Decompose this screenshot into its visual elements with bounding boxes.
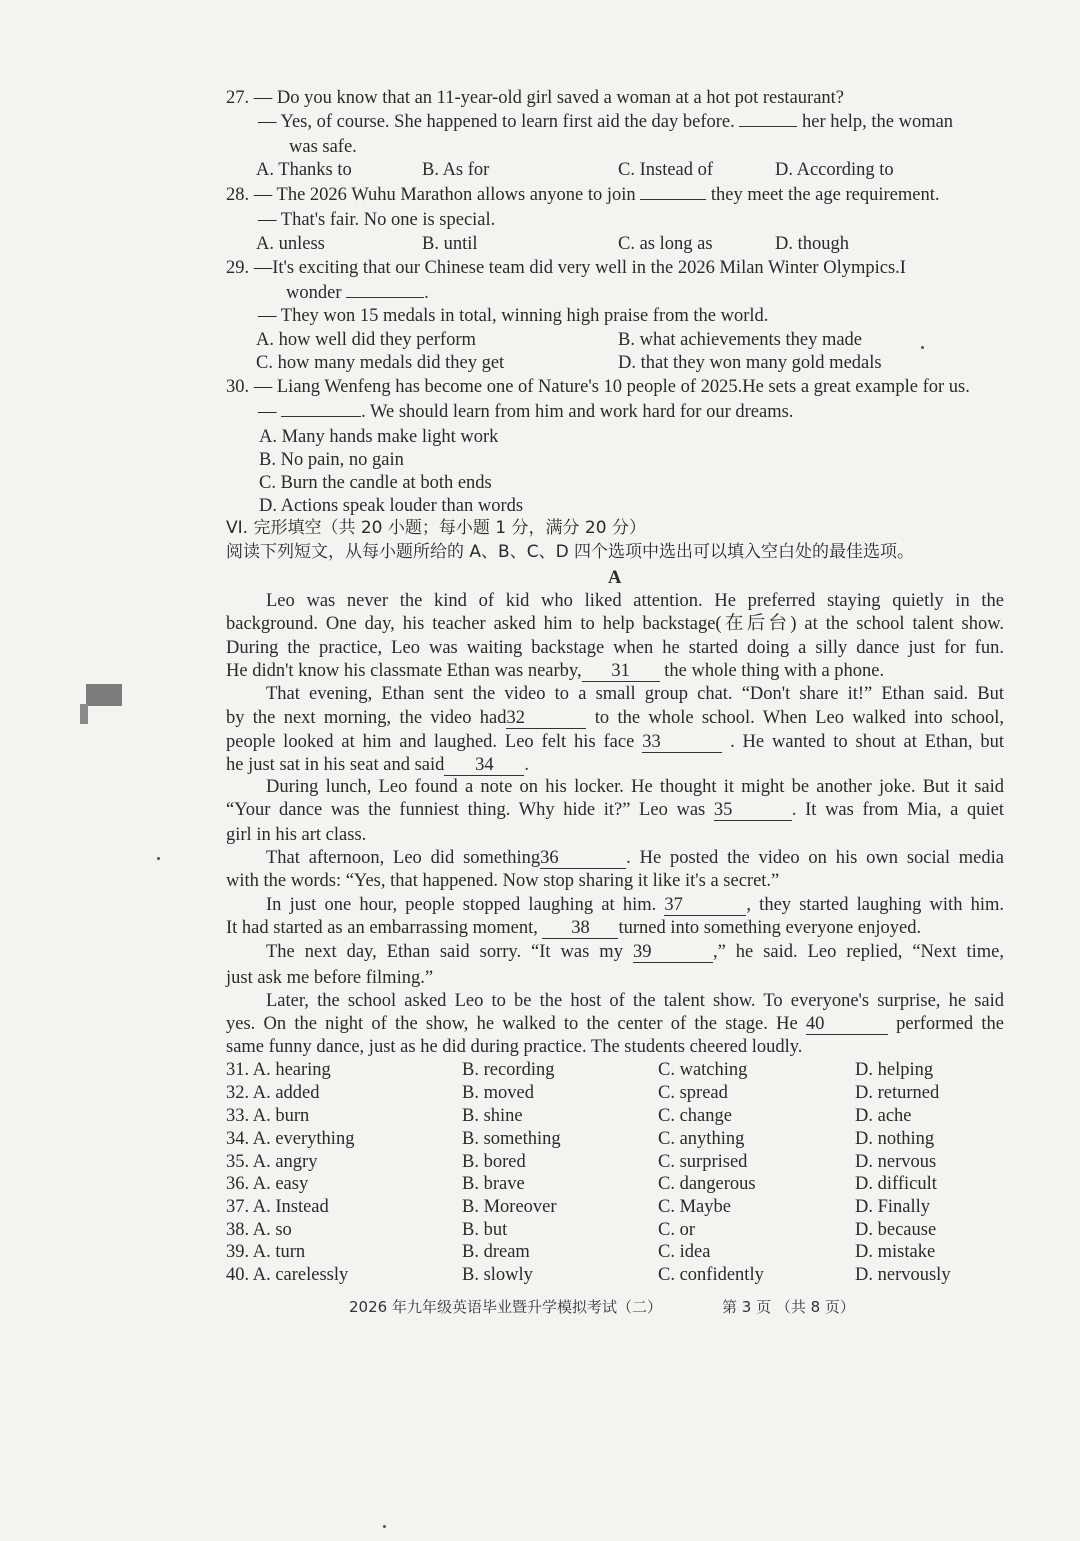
option-33-c: C. change — [658, 1106, 732, 1126]
option-35-a: 35. A. angry — [226, 1152, 318, 1172]
q29-option-c: C. how many medals did they get — [256, 353, 505, 373]
q29-blank — [346, 297, 424, 298]
q27-option-d: D. According to — [775, 160, 894, 180]
passage-p4-line1: That afternoon, Leo did something36 . He posted the video on his own social media — [266, 848, 1004, 868]
section-title: VI. 完形填空（共 20 小题；每小题 1 分，满分 20 分） — [226, 518, 646, 538]
option-33-a: 33. A. burn — [226, 1106, 310, 1126]
option-38-b: B. but — [462, 1220, 508, 1240]
q28-line1: 28. — The 2026 Wuhu Marathon allows anyone to join they meet the age requirement. — [226, 185, 940, 205]
scan-dot — [157, 857, 160, 860]
option-31-d: D. helping — [855, 1060, 934, 1080]
option-34-c: C. anything — [658, 1129, 745, 1149]
q29-line3: — They won 15 medals in total, winning high praise from the world. — [258, 306, 769, 326]
option-37-d: D. Finally — [855, 1197, 931, 1217]
option-40-d: D. nervously — [855, 1265, 951, 1285]
blank-38: 38 — [542, 918, 618, 939]
passage-p2-line1: That evening, Ethan sent the video to a small group chat. “Don't share it!” Ethan said. But — [266, 684, 1004, 704]
option-38-c: C. or — [658, 1220, 695, 1240]
footer-title: 2026 年九年级英语毕业暨升学模拟考试（二） — [349, 1298, 662, 1316]
option-40-a: 40. A. carelessly — [226, 1265, 349, 1285]
option-39-a: 39. A. turn — [226, 1242, 306, 1262]
q28-option-d: D. though — [775, 234, 849, 254]
scan-dot — [383, 1525, 386, 1528]
q28-option-c: C. as long as — [618, 234, 713, 254]
option-40-c: C. confidently — [658, 1265, 764, 1285]
q29-option-b: B. what achievements they made — [618, 330, 863, 350]
q30-line1: 30. — Liang Wenfeng has become one of Nature's 10 people of 2025.He sets a great example for us. — [226, 377, 970, 397]
q29-line1: 29. —It's exciting that our Chinese team did very well in the 2026 Milan Winter Olympics.I — [226, 258, 906, 278]
blank-35: 35 — [714, 800, 792, 821]
blank-31: 31 — [582, 661, 660, 682]
option-36-d: D. difficult — [855, 1174, 937, 1194]
blank-33: 33 — [642, 732, 722, 753]
q27-line3: was safe. — [289, 137, 357, 157]
q27-option-b: B. As for — [422, 160, 490, 180]
passage-p7-line1: Later, the school asked Leo to be the host of the talent show. To everyone's surprise, he said — [266, 991, 1004, 1011]
blank-32: 32 — [506, 708, 586, 729]
option-35-b: B. bored — [462, 1152, 526, 1172]
passage-p2-line3: people looked at him and laughed. Leo felt his face 33 . He wanted to shout at Ethan, but — [226, 732, 1005, 752]
passage-p4-line2: with the words: “Yes, that happened. Now stop sharing it like it's a secret.” — [226, 871, 780, 891]
q28-option-a: A. unless — [256, 234, 325, 254]
passage-label: A — [608, 568, 622, 588]
option-38-a: 38. A. so — [226, 1220, 292, 1240]
passage-p1-line2: background. One day, his teacher asked him to help backstage(在后台) at the school talent show. — [226, 614, 1004, 634]
option-36-b: B. brave — [462, 1174, 525, 1194]
q30-option-c: C. Burn the candle at both ends — [259, 473, 492, 493]
blank-36: 36 — [540, 848, 626, 869]
q28-line2: — That's fair. No one is special. — [258, 210, 496, 230]
option-31-b: B. recording — [462, 1060, 555, 1080]
option-36-c: C. dangerous — [658, 1174, 756, 1194]
blank-37: 37 — [664, 895, 746, 916]
option-34-d: D. nothing — [855, 1129, 935, 1149]
option-35-d: D. nervous — [855, 1152, 937, 1172]
passage-p1-line3: During the practice, Leo was waiting backstage when he started doing a silly dance just for fun. — [226, 638, 1004, 658]
option-36-a: 36. A. easy — [226, 1174, 309, 1194]
option-32-a: 32. A. added — [226, 1083, 320, 1103]
passage-p3-line1: During lunch, Leo found a note on his locker. He thought it might be another joke. But it said — [266, 777, 1004, 797]
option-37-a: 37. A. Instead — [226, 1197, 329, 1217]
option-39-d: D. mistake — [855, 1242, 936, 1262]
option-31-a: 31. A. hearing — [226, 1060, 331, 1080]
option-32-d: D. returned — [855, 1083, 940, 1103]
scan-dot — [921, 346, 924, 349]
q27-line2: — Yes, of course. She happened to learn first aid the day before. her help, the woman — [258, 112, 954, 132]
passage-p6-line1: The next day, Ethan said sorry. “It was my 39 ,” he said. Leo replied, “Next time, — [266, 942, 1004, 962]
q27-blank — [739, 126, 797, 127]
blank-40: 40 — [806, 1014, 888, 1035]
passage-p7-line3: same funny dance, just as he did during practice. The students cheered loudly. — [226, 1037, 803, 1057]
passage-p5-line1: In just one hour, people stopped laughing at him. 37 , they started laughing with him. — [266, 895, 1005, 915]
option-32-b: B. moved — [462, 1083, 534, 1103]
passage-p2-line2: by the next morning, the video had32 to the whole school. When Leo walked into school, — [226, 708, 1004, 728]
q29-line2: wonder . — [286, 283, 429, 303]
passage-p1-line1: Leo was never the kind of kid who liked attention. He preferred staying quietly in the — [266, 591, 1004, 611]
blank-34: 34 — [444, 755, 524, 776]
q28-option-b: B. until — [422, 234, 478, 254]
option-32-c: C. spread — [658, 1083, 728, 1103]
q30-line2: — . We should learn from him and work hard for our dreams. — [258, 402, 794, 422]
passage-p1-line4: He didn't know his classmate Ethan was nearby, 31 the whole thing with a phone. — [226, 661, 885, 681]
q27-option-c: C. Instead of — [618, 160, 714, 180]
passage-p3-line3: girl in his art class. — [226, 825, 367, 845]
q30-blank — [281, 416, 361, 417]
q28-blank — [640, 199, 706, 200]
option-35-c: C. surprised — [658, 1152, 748, 1172]
scan-smudge — [86, 684, 122, 706]
option-34-b: B. something — [462, 1129, 561, 1149]
option-31-c: C. watching — [658, 1060, 748, 1080]
passage-p2-line4: he just sat in his seat and said 34 . — [226, 755, 529, 775]
q27-option-a: A. Thanks to — [256, 160, 352, 180]
passage-p6-line2: just ask me before filming.” — [226, 968, 434, 988]
option-39-b: B. dream — [462, 1242, 530, 1262]
scan-smudge-mark — [80, 704, 88, 724]
q30-option-b: B. No pain, no gain — [259, 450, 404, 470]
option-37-c: C. Maybe — [658, 1197, 731, 1217]
passage-p3-line2: “Your dance was the funniest thing. Why hide it?” Leo was 35 . It was from Mia, a quiet — [226, 800, 1004, 820]
q30-option-d: D. Actions speak louder than words — [259, 496, 524, 516]
section-instruction: 阅读下列短文，从每小题所给的 A、B、C、D 四个选项中选出可以填入空白处的最佳选项。 — [226, 542, 915, 562]
footer-page-number: 第 3 页 （共 8 页） — [722, 1298, 855, 1316]
q30-option-a: A. Many hands make light work — [259, 427, 499, 447]
option-34-a: 34. A. everything — [226, 1129, 355, 1149]
option-40-b: B. slowly — [462, 1265, 533, 1285]
blank-39: 39 — [633, 942, 713, 963]
option-33-d: D. ache — [855, 1106, 912, 1126]
q29-option-a: A. how well did they perform — [256, 330, 476, 350]
passage-p5-line2: It had started as an embarrassing moment, 38 turned into something everyone enjoyed. — [226, 918, 922, 938]
q29-option-d: D. that they won many gold medals — [618, 353, 882, 373]
option-37-b: B. Moreover — [462, 1197, 557, 1217]
q27-line1: 27. — Do you know that an 11-year-old girl saved a woman at a hot pot restaurant? — [226, 88, 845, 108]
option-39-c: C. idea — [658, 1242, 711, 1262]
option-38-d: D. because — [855, 1220, 937, 1240]
option-33-b: B. shine — [462, 1106, 523, 1126]
passage-p7-line2: yes. On the night of the show, he walked to the center of the stage. He 40 performed the — [226, 1014, 1005, 1034]
